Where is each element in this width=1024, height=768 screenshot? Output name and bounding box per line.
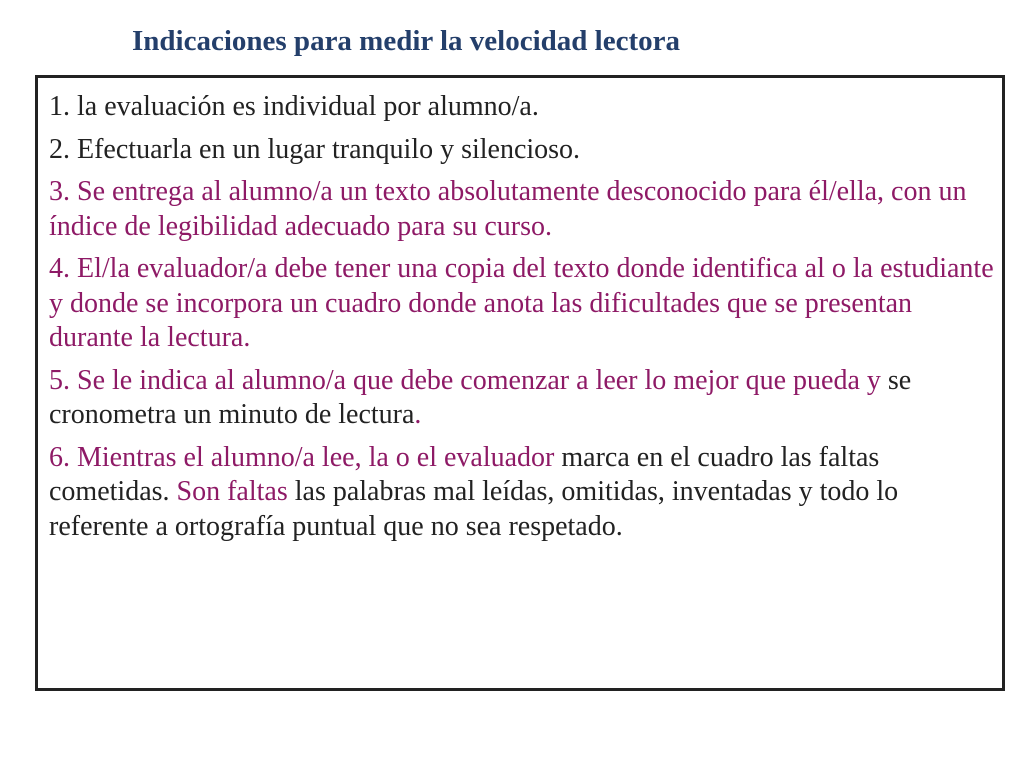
instruction-text-segment: marca en el cuadro las faltas cometidas. xyxy=(49,441,880,507)
instruction-item-6 xyxy=(49,441,997,545)
instruction-item-2 xyxy=(49,133,997,168)
instruction-text-segment: las palabras mal leídas, omitidas, inventadas y todo lo referente a ortografía puntual que no sea respetado. xyxy=(49,476,899,542)
instructions-box xyxy=(35,75,1005,691)
instruction-text: 2. Efectuarla en un lugar tranquilo y silencioso. xyxy=(49,133,581,165)
instruction-text: 1. la evaluación es individual por alumno/a. xyxy=(49,91,539,122)
instruction-item-4 xyxy=(49,252,997,356)
instructions-list xyxy=(49,90,997,552)
instruction-text-segment: 5. Se le indica al alumno/a que debe comenzar a leer lo mejor que pueda y xyxy=(49,364,888,396)
instruction-text: 4. El/la evaluador/a debe tener una copia del texto donde identifica al o la estudiante y donde se incorpora un cuadro donde anota las dificultades que se presentan durante la lectura. xyxy=(49,253,994,353)
instruction-item-1 xyxy=(49,90,997,125)
page-title: Indicaciones para medir la velocidad lectora xyxy=(132,25,680,57)
instruction-text-segment: . xyxy=(414,399,422,430)
instruction-item-3 xyxy=(49,175,997,244)
instruction-text-segment: 6. Mientras el alumno/a lee, la o el evaluador xyxy=(49,441,562,473)
instruction-item-5 xyxy=(49,364,997,433)
instruction-text-segment: se cronometra un minuto de lectura xyxy=(49,364,912,430)
instruction-text-segment: Son faltas xyxy=(176,476,295,507)
instruction-text: 3. Se entrega al alumno/a un texto absolutamente desconocido para él/ella, con un índice de legibilidad adecuado para su curso. xyxy=(49,176,967,242)
